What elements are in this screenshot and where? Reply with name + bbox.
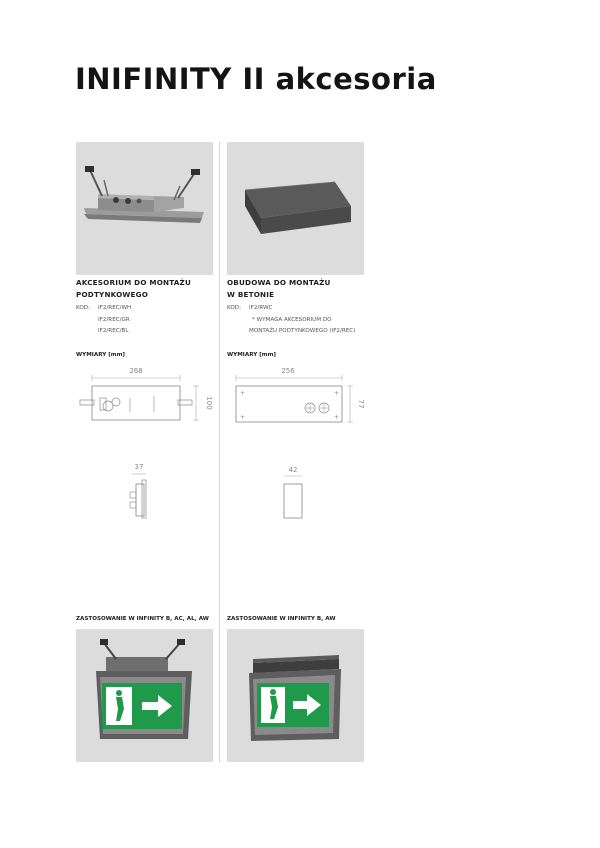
concrete-housing-dimension-drawing [226, 362, 376, 522]
svg-text:+: + [334, 390, 340, 397]
dim-width-label: 256 [281, 367, 295, 375]
code-note: * WYMAGA AKCESORIUM DO [252, 316, 332, 323]
page-title: INIFINITY II akcesoria [75, 62, 437, 96]
concrete-housing-photo [227, 142, 364, 275]
code-note: MONTAŻU PODTYNKOWEGO (IF2/REC) [249, 328, 356, 334]
code-value: IF2/RWC [249, 305, 273, 311]
dim-depth-label: 42 [288, 466, 298, 474]
recessed-mount-accessory-photo [76, 142, 213, 275]
exit-sign-recessed-photo [76, 629, 213, 762]
svg-text:+: + [334, 414, 340, 421]
right-heading: OBUDOWA DO MONTAŻU W BETONIE [227, 278, 331, 299]
svg-text:+: + [240, 390, 246, 397]
svg-text:+: + [240, 414, 246, 421]
dim-height-label: 77 [357, 399, 365, 409]
left-heading: AKCESORIUM DO MONTAŻU PODTYNKOWEGO [76, 278, 191, 299]
code-value: IF2/REC/WH [98, 305, 132, 311]
code-label: KOD: [76, 305, 90, 311]
code-value: IF2/REC/BL [98, 328, 129, 334]
dim-depth-label: 37 [134, 463, 144, 471]
exit-sign-concrete-photo [227, 629, 364, 762]
recessed-accessory-dimension-drawing [70, 362, 220, 522]
dim-height-label: 100 [205, 396, 213, 410]
right-code-block [227, 303, 377, 339]
dim-width-label: 268 [129, 367, 143, 375]
usage-label: ZASTOSOWANIE W INFINITY B, AW [227, 616, 336, 622]
code-label: KOD: [227, 305, 241, 311]
dimensions-label: WYMIARY [mm] [76, 352, 125, 358]
left-code-block [76, 303, 216, 339]
usage-label: ZASTOSOWANIE W INFINITY B, AC, AL, AW [76, 616, 209, 622]
code-value: IF2/REC/GR [98, 316, 130, 323]
dimensions-label: WYMIARY [mm] [227, 352, 276, 358]
